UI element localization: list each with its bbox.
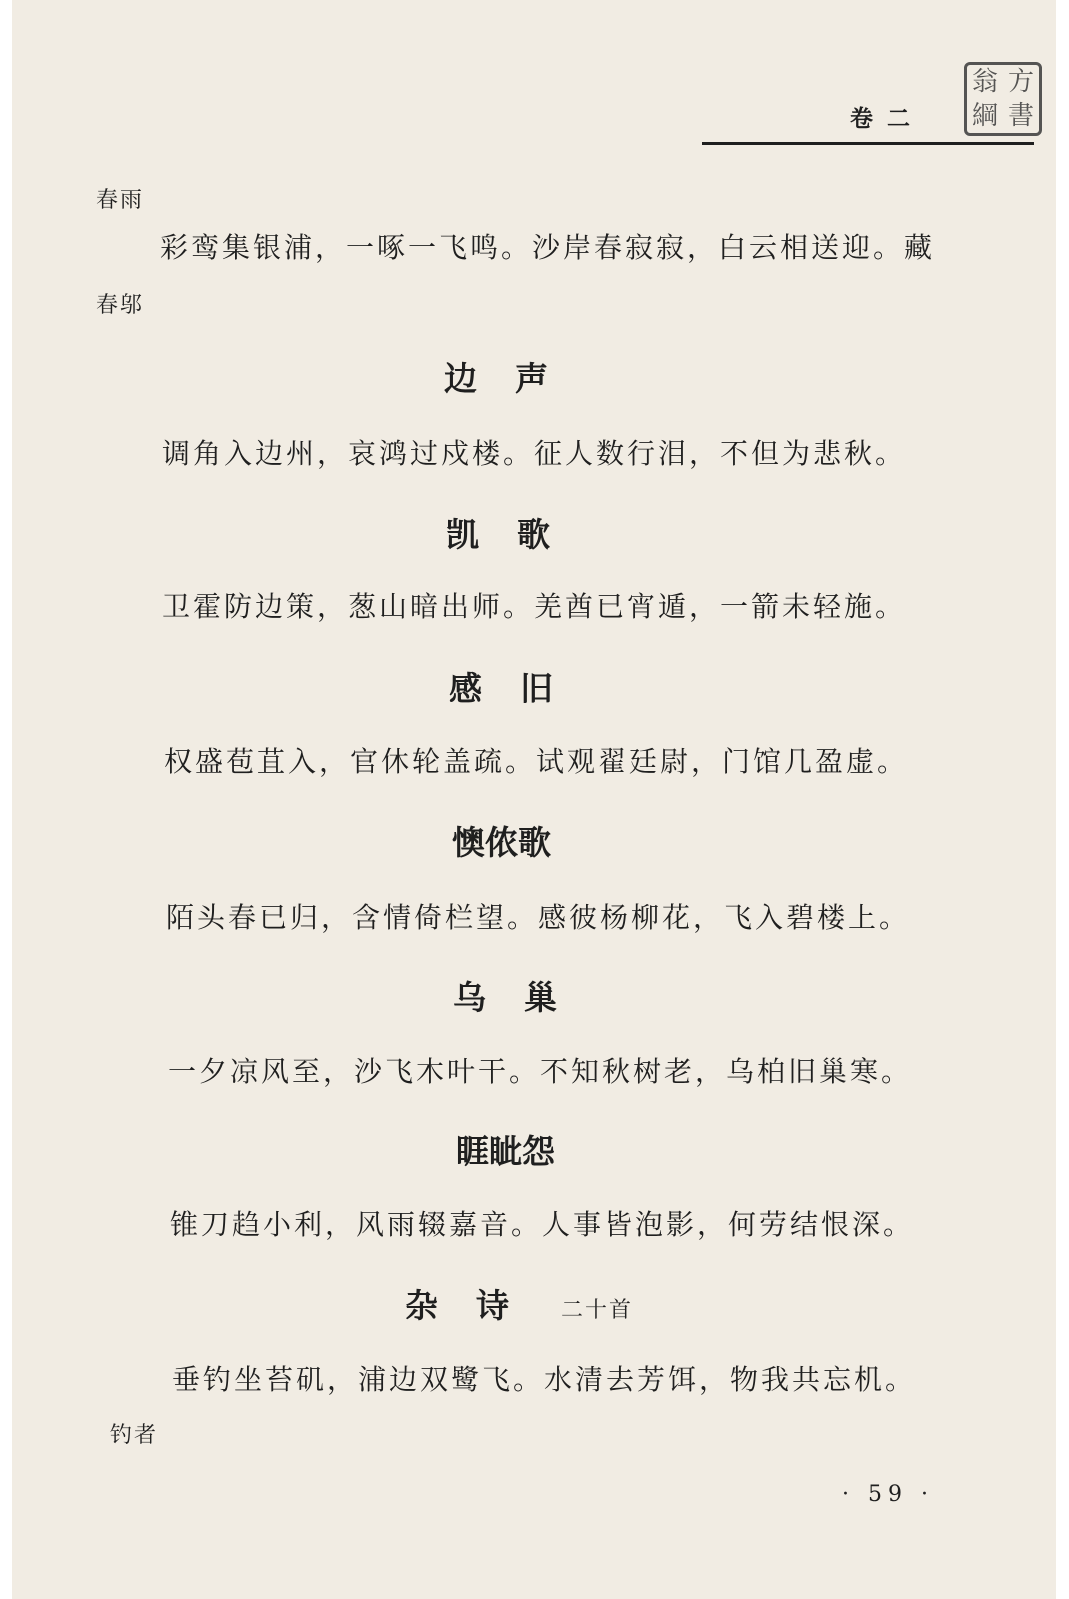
poem-line: 卫霍防边策，葱山暗出师。羌酋已宵遁，一箭未轻施。 (162, 590, 907, 623)
poem-title: 凯歌 (446, 515, 588, 554)
poem-title: 睚眦怨 (456, 1132, 555, 1171)
book-page (12, 0, 1056, 1599)
seal-char: 書 (1007, 101, 1034, 131)
poem-line: 调角入边州，哀鸿过戍楼。征人数行泪，不但为悲秋。 (162, 437, 907, 470)
poem-title: 乌巢 (453, 978, 595, 1017)
seal-stamp (964, 62, 1042, 136)
poem-title: 感旧 (449, 669, 591, 708)
side-note: 钓者 (110, 1423, 159, 1448)
poem-line: 陌头春已归，含情倚栏望。感彼杨柳花，飞入碧楼上。 (166, 901, 911, 934)
seal-char: 綱 (971, 101, 998, 131)
poem-line: 垂钓坐苔矶，浦边双鹭飞。水清去芳饵，物我共忘机。 (172, 1363, 917, 1396)
poem-line: 锥刀趋小利，风雨辍嘉音。人事皆泡影，何劳结恨深。 (170, 1208, 915, 1241)
running-head: 卷二 (850, 106, 924, 132)
poem-title: 边声 (444, 359, 586, 398)
poem-title: 杂诗 (405, 1286, 547, 1325)
poem-line: 权盛苞苴入，官休轮盖疏。试观翟廷尉，门馆几盈虚。 (164, 745, 909, 778)
page-number: · 59 · (842, 1482, 934, 1507)
side-note: 春雨 (96, 188, 145, 213)
side-note: 春邬 (96, 293, 145, 318)
poem-title-row (405, 1280, 633, 1327)
seal-char: 方 (1007, 67, 1034, 97)
seal-char: 翁 (971, 67, 998, 97)
poem-line: 一夕凉风至，沙飞木叶干。不知秋树老，乌柏旧巢寒。 (168, 1055, 913, 1088)
poem-title: 懊侬歌 (452, 823, 551, 862)
poem-count: 二十首 (561, 1298, 634, 1323)
poem-line: 彩鸾集银浦，一啄一飞鸣。沙岸春寂寂，白云相送迎。藏 (160, 231, 936, 264)
header-rule (702, 142, 1034, 145)
